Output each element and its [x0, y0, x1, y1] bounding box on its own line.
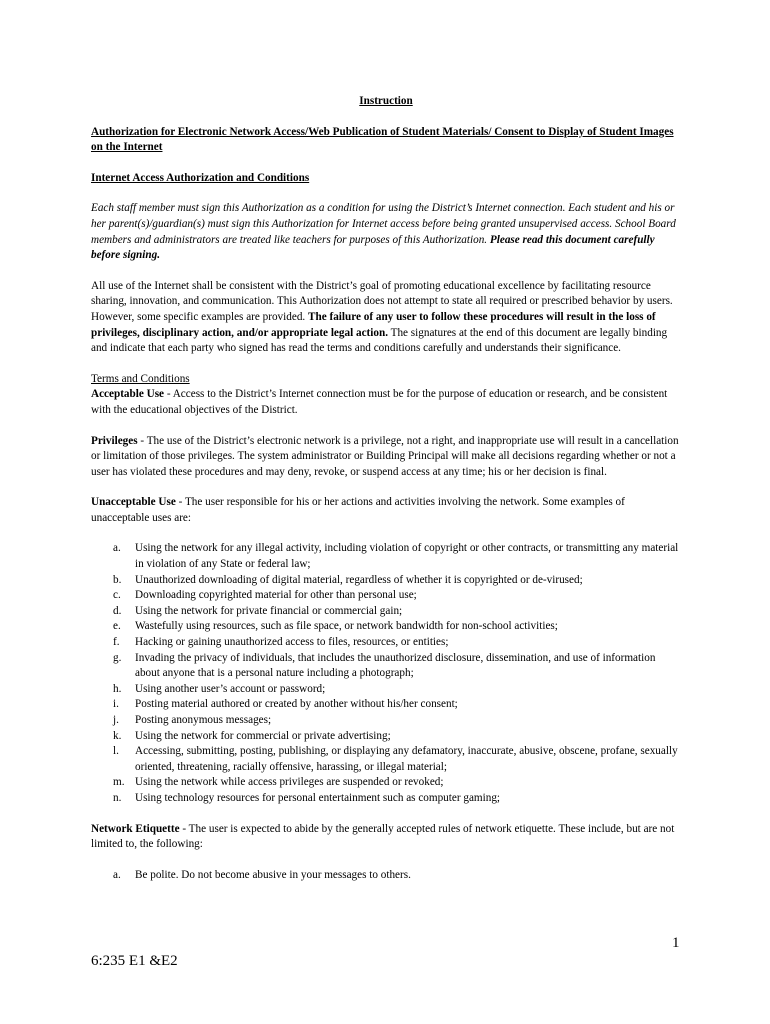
- list-item: [91, 713, 681, 729]
- list-item-text: Hacking or gaining unauthorized access to files, resources, or entities;: [135, 636, 449, 649]
- list-item-letter: a.: [113, 542, 121, 555]
- privileges-label: Privileges: [91, 434, 138, 447]
- list-item-text: Downloading copyrighted material for other than personal use;: [135, 589, 417, 602]
- acceptable-use-paragraph: [91, 387, 681, 418]
- general-use-end: The signatures at the end of this document are legally binding and indicate that each party who signed has read the terms and conditions carefully and understands their significance.: [91, 326, 668, 355]
- general-use-bold: The failure of any user to follow these procedures will result in the loss of privileges, disciplinary action, and/or appropriate legal action.: [91, 310, 656, 339]
- list-item-text: Using technology resources for personal entertainment such as computer gaming;: [135, 791, 501, 804]
- doc-title: Authorization for Electronic Network Access/Web Publication of Student Materials/ Consent to Display of Student Images on the Internet: [91, 125, 674, 154]
- list-item-text: Using the network for private financial or commercial gain;: [135, 604, 403, 617]
- list-item-text: Wastefully using resources, such as file space, or network bandwidth for non-school activities;: [135, 620, 558, 633]
- list-item: [91, 604, 681, 620]
- list-item-letter: a.: [113, 868, 121, 881]
- list-item: [91, 791, 681, 807]
- list-item-letter: k.: [113, 729, 122, 742]
- network-etiquette-paragraph: [91, 822, 681, 853]
- list-item-letter: c.: [113, 589, 121, 602]
- doc-heading: Instruction: [359, 95, 413, 107]
- list-item-text: Accessing, submitting, posting, publishing, or displaying any defamatory, inaccurate, abusive, obscene, profane, sexually oriented, threatening, racially offensive, harassing, or illegal material;: [135, 745, 678, 773]
- intro-italic-text: Each staff member must sign this Authorization as a condition for using the District’s Internet connection. Each student and his or her parent(s)/guardian(s) must sign this Authorization for Internet access before being granted unsupervised access. School Board members and administrators are treated like teachers for purposes of this Authorization.: [91, 202, 676, 246]
- general-use-start: All use of the Internet shall be consistent with the District’s goal of promoting educational excellence by facilitating resource sharing, innovation, and communication. This Authorization does not attempt to state all required or prescribed behavior by users. However, some specific examples are provided.: [91, 279, 673, 323]
- list-item: [91, 682, 681, 698]
- list-item-text: Be polite. Do not become abusive in your messages to others.: [135, 868, 411, 881]
- list-item-letter: j.: [113, 714, 119, 726]
- list-item: [91, 651, 681, 682]
- list-item-text: Invading the privacy of individuals, that includes the unauthorized disclosure, dissemination, and use of information about anyone that is a personal nature including a photograph;: [135, 651, 656, 680]
- list-item: [91, 619, 681, 635]
- unacceptable-use-list: [91, 541, 681, 806]
- list-item: [91, 541, 681, 572]
- list-item: [91, 744, 681, 775]
- doc-subtitle: Internet Access Authorization and Conditions: [91, 171, 310, 184]
- unacceptable-use-label: Unacceptable Use: [91, 496, 176, 509]
- list-item-letter: i.: [113, 698, 119, 711]
- list-item-letter: g.: [113, 651, 122, 664]
- list-item: [91, 573, 681, 589]
- terms-heading: Terms and Conditions: [91, 372, 190, 385]
- list-item: [91, 729, 681, 745]
- network-etiquette-list: [91, 868, 681, 884]
- list-item: [91, 775, 681, 791]
- list-item-text: Using the network while access privileges are suspended or revoked;: [135, 776, 444, 789]
- list-item-text: Using the network for any illegal activity, including violation of copyright or other contracts, or transmitting any material in violation of any State or federal law;: [135, 542, 679, 571]
- document-page: [91, 94, 681, 898]
- list-item-letter: m.: [113, 776, 125, 789]
- list-item: [91, 588, 681, 604]
- policy-code: 6:235 E1 &E2: [91, 953, 178, 969]
- list-item-letter: d.: [113, 604, 122, 617]
- intro-bold-italic-text: Please read this document carefully before signing.: [91, 233, 655, 262]
- list-item-letter: e.: [113, 620, 121, 633]
- list-item-text: Unauthorized downloading of digital material, regardless of whether it is copyrighted or de-virused;: [135, 573, 583, 586]
- list-item-text: Posting material authored or created by another without his/her consent;: [135, 698, 458, 711]
- list-item-letter: h.: [113, 682, 122, 695]
- list-item: [91, 697, 681, 713]
- list-item: [91, 635, 681, 651]
- list-item-letter: b.: [113, 573, 122, 586]
- list-item-text: Using another user’s account or password;: [135, 682, 326, 695]
- list-item-text: Posting anonymous messages;: [135, 714, 272, 726]
- list-item-letter: l.: [113, 745, 119, 758]
- network-etiquette-text: - The user is expected to abide by the generally accepted rules of network etiquette. These include, but are not limited to, the following:: [91, 822, 675, 851]
- intro-paragraph: [91, 201, 681, 263]
- general-use-paragraph: [91, 279, 681, 357]
- unacceptable-use-text: - The user responsible for his or her actions and activities involving the network. Some examples of unacceptable uses are:: [91, 496, 625, 524]
- privileges-paragraph: [91, 434, 681, 481]
- list-item-text: Using the network for commercial or private advertising;: [135, 729, 391, 742]
- acceptable-use-text: - Access to the District’s Internet connection must be for the purpose of education or research, and be consistent with the educational objectives of the District.: [91, 388, 668, 416]
- list-item: [91, 868, 681, 884]
- page-number: 1: [672, 935, 680, 951]
- privileges-text: - The use of the District’s electronic network is a privilege, not a right, and inappropriate use will result in a cancellation or limitation of those privileges. The system administrator or Building Principal will make all decisions regarding whether or not a user has violated these procedures and may deny, revoke, or suspend access at any time; his or her decision is final.: [91, 434, 679, 478]
- network-etiquette-label: Network Etiquette: [91, 822, 180, 835]
- unacceptable-use-paragraph: [91, 495, 681, 526]
- list-item-letter: f.: [113, 636, 120, 649]
- acceptable-use-label: Acceptable Use: [91, 388, 165, 401]
- list-item-letter: n.: [113, 791, 122, 804]
